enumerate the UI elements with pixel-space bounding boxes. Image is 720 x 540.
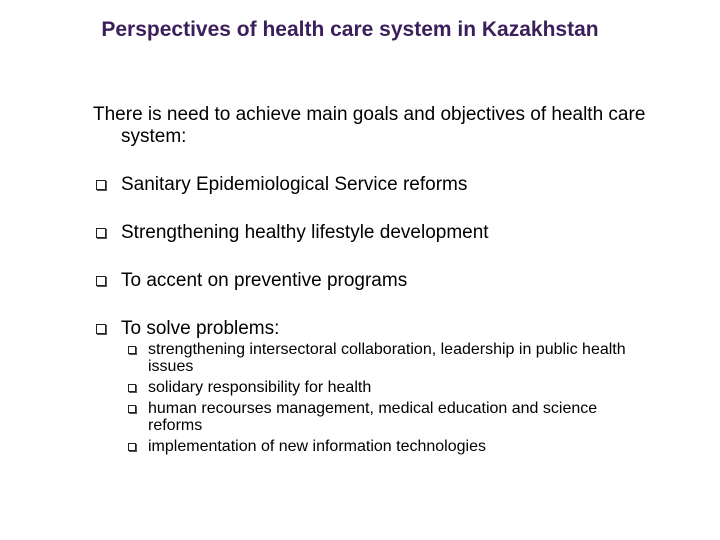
square-bullet-icon (96, 324, 106, 334)
square-bullet-icon (96, 276, 106, 286)
sub-bullet-text: solidary responsibility for health (148, 379, 372, 396)
bullet-text: To solve problems: (121, 318, 280, 339)
sub-bullet-item (128, 341, 648, 375)
square-bullet-icon (128, 384, 136, 392)
bullet-text: Strengthening healthy lifestyle development (121, 222, 489, 243)
sub-bullet-item (128, 379, 648, 396)
sub-bullet-text: human recourses management, medical education and science reforms (148, 400, 598, 434)
sub-bullet-item (128, 400, 648, 434)
slide-title: Perspectives of health care system in Kazakhstan (101, 18, 599, 41)
sub-bullet-text: strengthening intersectoral collaboration, leadership in public health issues (148, 341, 626, 375)
bullet-text: Sanitary Epidemiological Service reforms (121, 174, 468, 195)
intro-text: There is need to achieve main goals and objectives of health care system: (93, 104, 646, 147)
square-bullet-icon (128, 443, 136, 451)
square-bullet-icon (96, 180, 106, 190)
bullet-text: To accent on preventive programs (121, 270, 408, 291)
sub-bullet-list (128, 341, 648, 459)
sub-bullet-text: implementation of new information technologies (148, 438, 486, 455)
square-bullet-icon (128, 405, 136, 413)
square-bullet-icon (128, 346, 136, 354)
square-bullet-icon (96, 228, 106, 238)
sub-bullet-item (128, 438, 648, 455)
